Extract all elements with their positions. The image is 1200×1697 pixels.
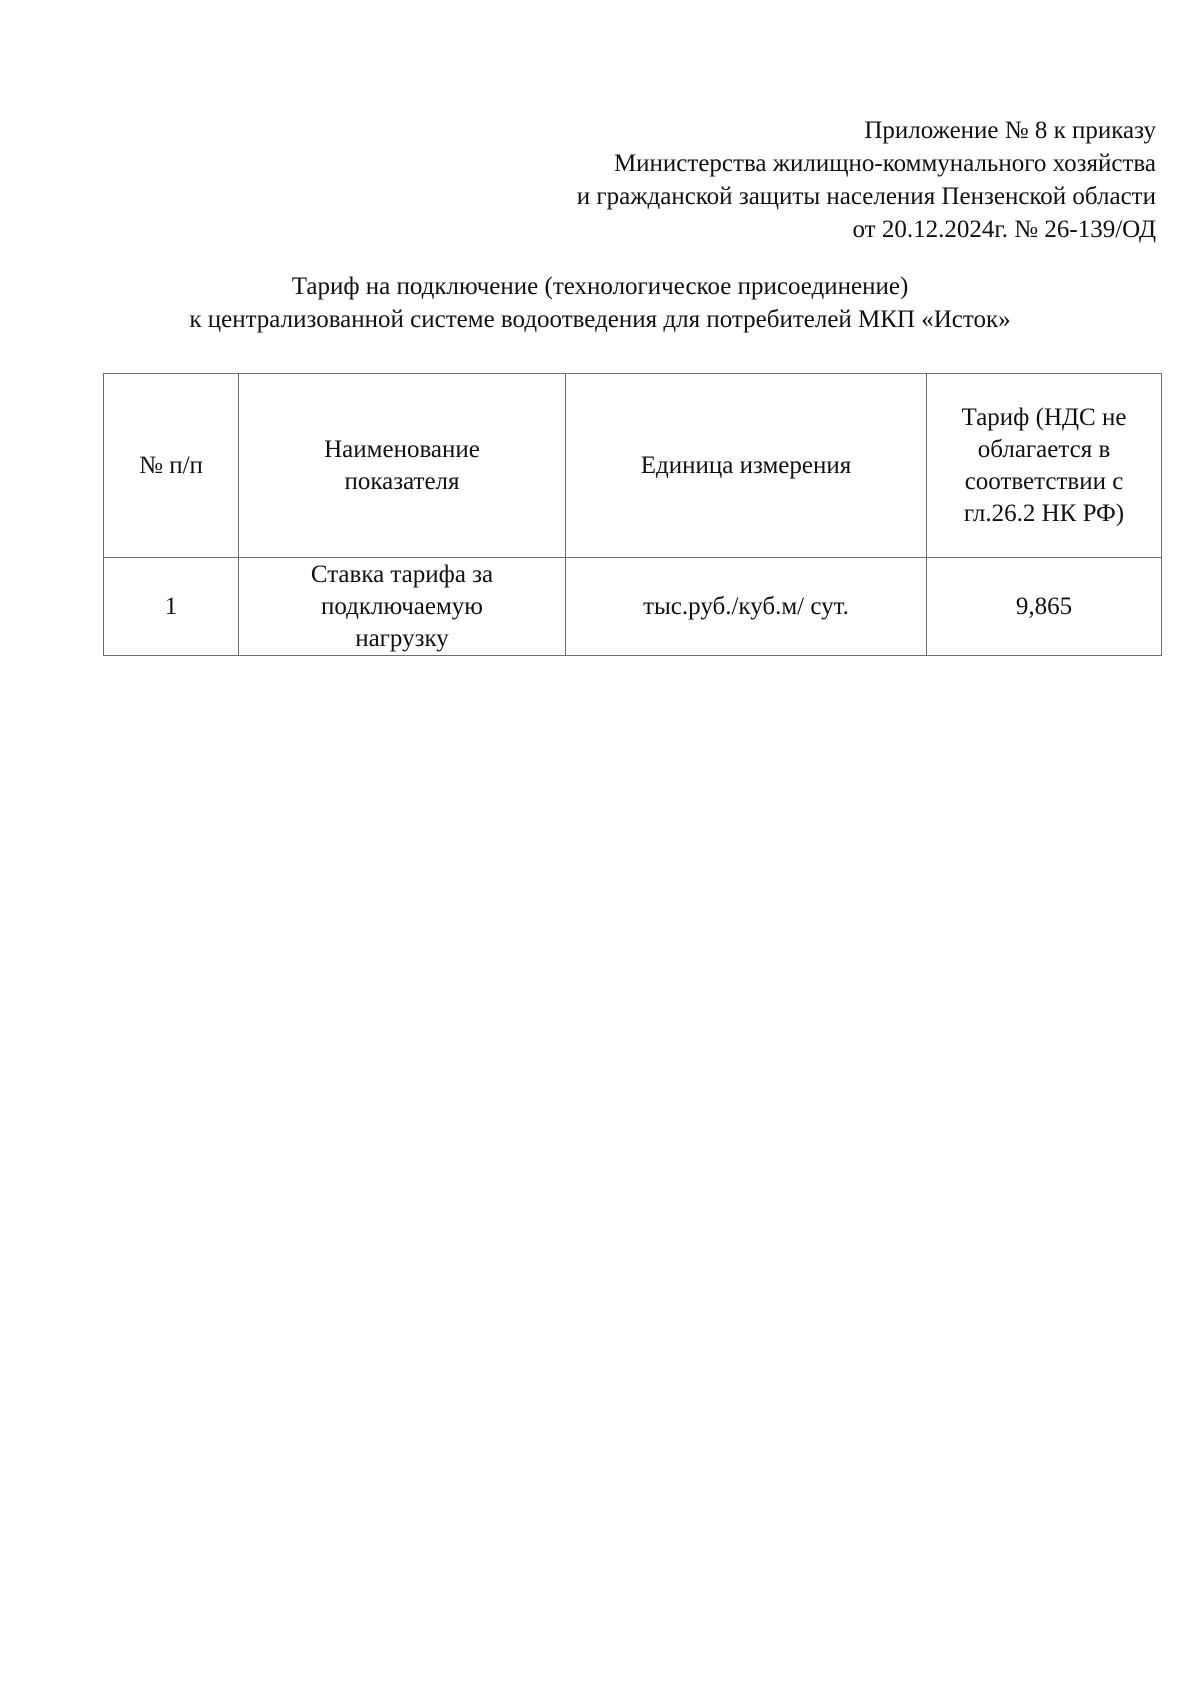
appendix-line: Приложение № 8 к приказу <box>864 117 1156 144</box>
title-line: Тариф на подключение (технологическое присоединение) <box>291 273 909 300</box>
cell-indicator-name: Ставка тарифа за подключаемую нагрузку <box>239 558 566 656</box>
appendix-line: от 20.12.2024г. № 26-139/ОД <box>852 216 1156 243</box>
cell-tariff-value: 9,865 <box>927 558 1162 656</box>
appendix-line: и гражданской защиты населения Пензенской области <box>576 183 1156 210</box>
header-number: № п/п <box>104 374 239 558</box>
tariff-table <box>103 373 1162 656</box>
header-unit: Единица измерения <box>566 374 927 558</box>
cell-unit: тыс.руб./куб.м/ сут. <box>566 558 927 656</box>
table-row <box>104 558 1162 656</box>
title-line: к централизованной системе водоотведения для потребителей МКП «Исток» <box>189 306 1011 333</box>
document-title <box>0 270 1200 336</box>
appendix-reference <box>356 114 1156 246</box>
header-indicator-name: Наименование показателя <box>239 374 566 558</box>
cell-number: 1 <box>104 558 239 656</box>
header-tariff: Тариф (НДС не облагается в соответствии с гл.26.2 НК РФ) <box>927 374 1162 558</box>
appendix-line: Министерства жилищно-коммунального хозяйства <box>613 150 1156 177</box>
table-header-row <box>104 374 1162 558</box>
